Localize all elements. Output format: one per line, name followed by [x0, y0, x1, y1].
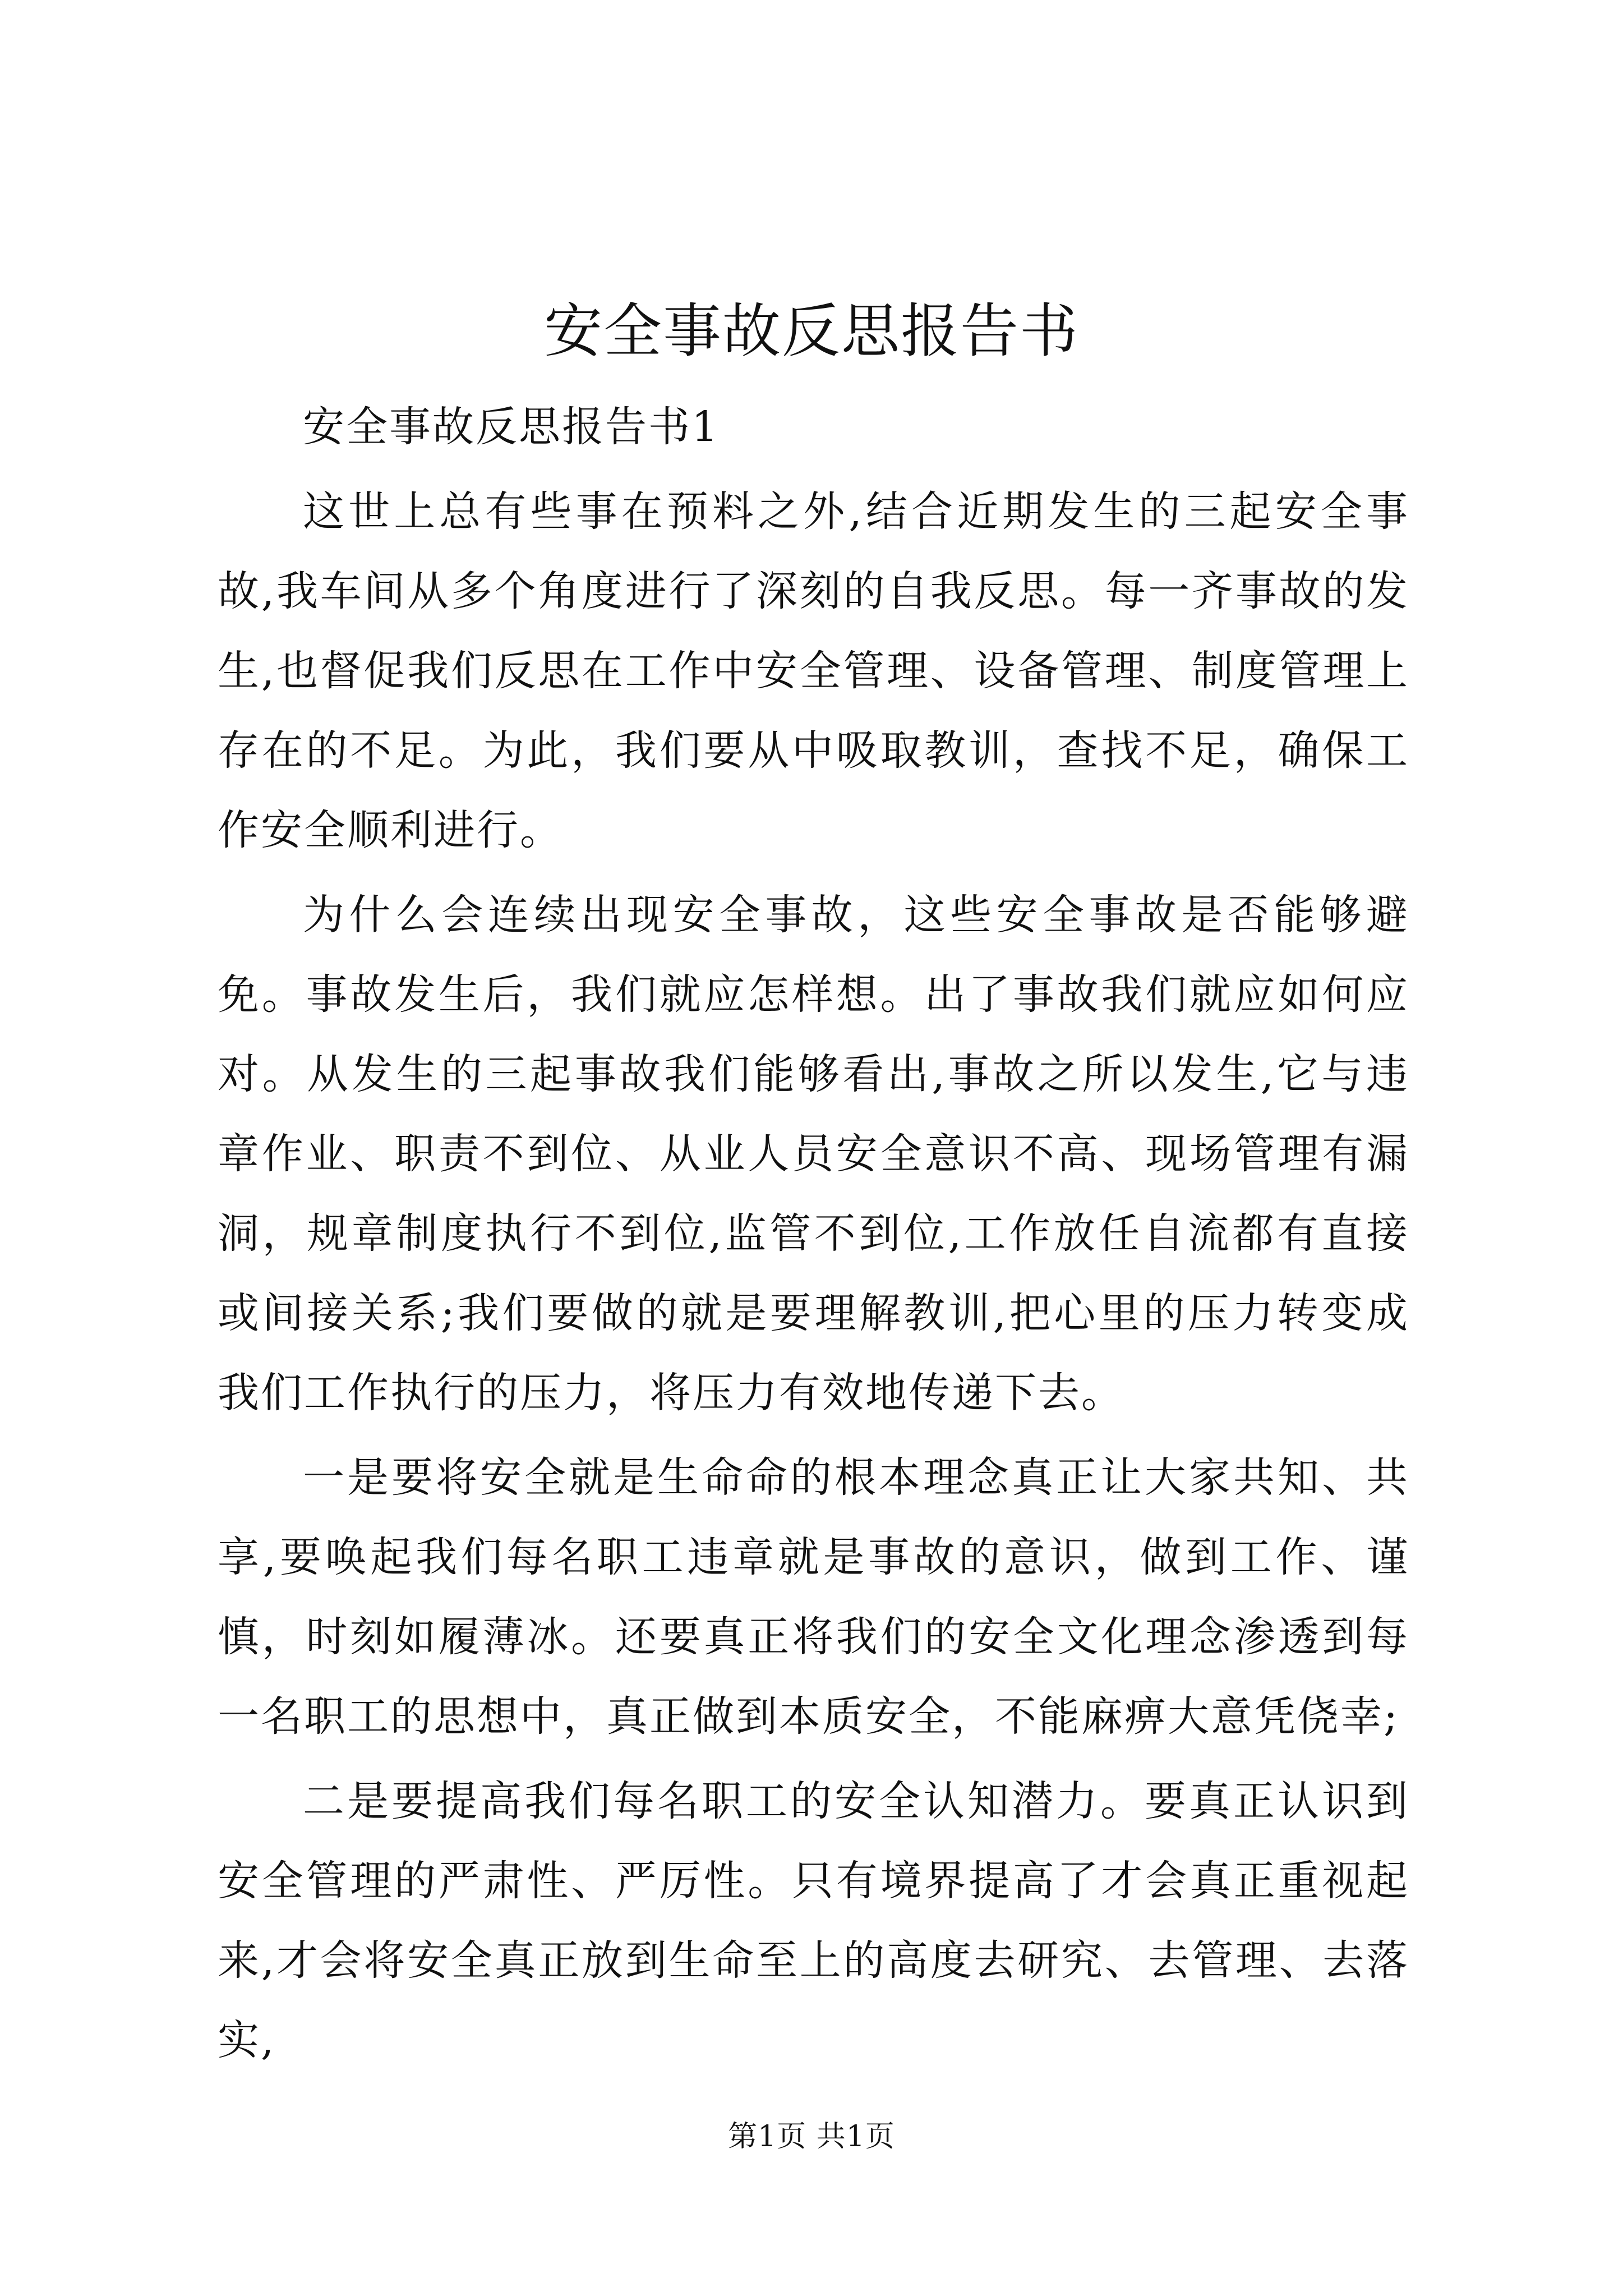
section-heading: 安全事故反思报告书1 — [303, 403, 720, 451]
paragraph: 一是要将安全就是生命命的根本理念真正让大家共知、共享,要唤起我们每名职工违章就是事故的意识，做到工作、谨慎，时刻如履薄冰。还要真正将我们的安全文化理念渗透到每一名职工的思想中，真正做到本质安全，不能麻痹大意凭侥幸; — [218, 1453, 1409, 1741]
paragraph: 这世上总有些事在预料之外,结合近期发生的三起安全事故,我车间从多个角度进行了深刻的自我反思。每一齐事故的发生,也督促我们反思在工作中安全管理、设备管理、制度管理上存在的不足。为此，我们要从中吸取教训，查找不足，确保工作安全顺利进行。 — [218, 487, 1409, 854]
paragraph: 为什么会连续出现安全事故，这些安全事故是否能够避免。事故发生后，我们就应怎样想。出了事故我们就应如何应对。从发生的三起事故我们能够看出,事故之所以发生,它与违章作业、职责不到位、从业人员安全意识不高、现场管理有漏洞，规章制度执行不到位,监管不到位,工作放任自流都有直接或间接关系;我们要做的就是要理解教训,把心里的压力转变成我们工作执行的压力，将压力有效地传递下去。 — [218, 891, 1409, 1417]
page-footer: 第1页 共1页 — [728, 2120, 895, 2154]
document-body — [218, 387, 1409, 2085]
document-title: 安全事故反思报告书 — [543, 297, 1079, 365]
paragraph: 二是要提高我们每名职工的安全认知潜力。要真正认识到安全管理的严肃性、严厉性。只有境界提高了才会真正重视起来,才会将安全真正放到生命至上的高度去研究、去管理、去落实, — [218, 1777, 1409, 2064]
